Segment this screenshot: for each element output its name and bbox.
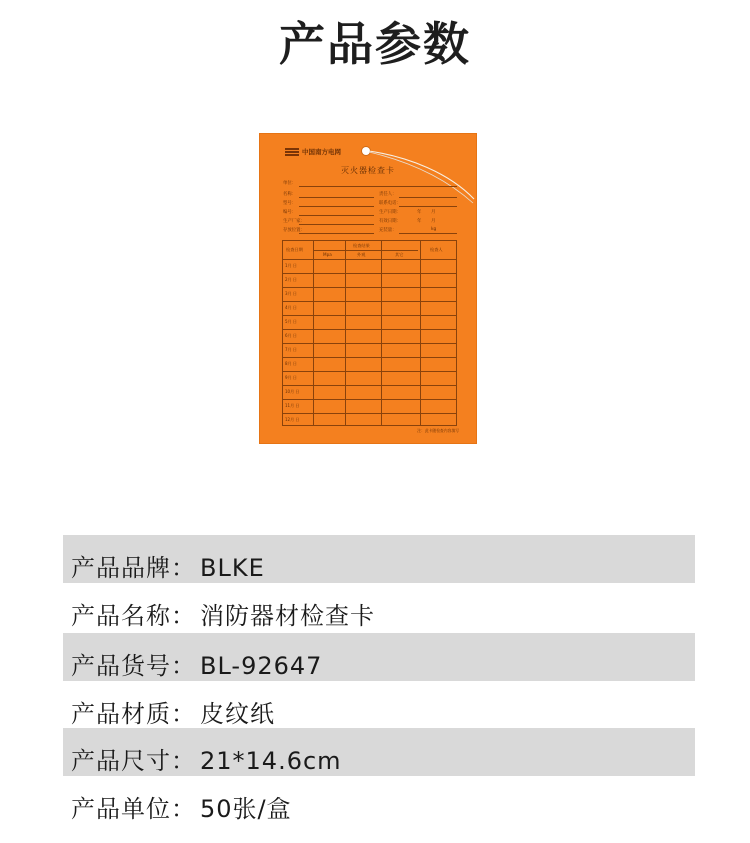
card-rule [299,233,374,234]
card-footnote: 注：此卡随检查内容填写 [417,428,459,433]
card-rule [299,186,457,187]
card-rule [399,206,457,207]
grid-row-month: 3月 日 [285,291,297,296]
card-company-name: 中国南方电网 [302,148,341,156]
grid-logo-icon [285,148,299,156]
grid-row-month: 7月 日 [285,347,297,352]
card-rule [299,215,374,216]
spec-row-sku [63,633,695,681]
card-field-produced: 生产日期： [379,210,401,215]
card-hole [362,147,370,155]
company-logo [285,148,363,156]
card-field-year-2: 年 [417,219,422,224]
grid-row-month: 11月 日 [285,403,300,408]
grid-row-month: 6月 日 [285,333,297,338]
spec-label: 产品尺寸： [71,747,196,775]
card-field-name: 名称： [283,192,297,197]
spec-row-material [63,681,695,729]
card-field-unit: 单位： [283,181,297,186]
card-field-fill: 充装量： [379,228,397,233]
spec-label: 产品单位： [71,795,196,823]
card-field-location: 存放位置： [283,228,305,233]
grid-row-month: 12月 日 [285,417,300,422]
card-field-phone: 联系电话： [379,201,401,206]
card-title: 灭火器检查卡 [341,166,395,175]
grid-header-mpa: Mpa [323,252,332,257]
spec-value: BL-92647 [200,652,323,680]
card-field-valid: 有效日期： [379,219,401,224]
spec-label: 产品材质： [71,700,196,728]
spec-label: 产品货号： [71,652,196,680]
card-field-maker: 生产厂家： [283,219,305,224]
spec-row-name [63,583,695,631]
card-field-month: 月 [431,210,436,215]
spec-value: 21*14.6cm [200,747,342,775]
grid-header-date: 检查日期 [286,247,303,252]
spec-row-brand [63,535,695,583]
grid-row-month: 4月 日 [285,305,297,310]
page-title: 产品参数 [279,17,471,71]
spec-value: 消防器材检查卡 [200,602,375,630]
card-rule [299,197,374,198]
grid-header-other: 其它 [395,252,404,257]
grid-row-month: 5月 日 [285,319,297,324]
product-image-inspection-card [259,133,477,444]
spec-value: 皮纹纸 [200,700,275,728]
grid-row-month: 9月 日 [285,375,297,380]
grid-header-appearance: 外观 [357,252,366,257]
spec-value: 50张/盒 [200,795,292,823]
grid-header-inspector: 检查人 [430,247,443,252]
grid-header-result: 检查结果 [353,243,370,248]
grid-row-month: 1月 日 [285,263,297,268]
spec-row-size [63,728,695,776]
card-field-owner: 责任人： [379,192,397,197]
card-rule [299,206,374,207]
grid-row-month: 2月 日 [285,277,297,282]
spec-row-unit [63,776,695,824]
inspection-grid [282,240,457,426]
card-field-year: 年 [417,210,422,215]
card-field-serial: 编号： [283,210,297,215]
spec-label: 产品品牌： [71,554,196,582]
card-rule [299,224,374,225]
card-rule [399,197,457,198]
card-field-month-2: 月 [431,219,436,224]
card-field-kg: kg [431,227,437,232]
spec-label: 产品名称： [71,602,196,630]
card-field-model: 型号： [283,201,297,206]
grid-row-month: 8月 日 [285,361,297,366]
spec-value: BLKE [200,554,265,582]
grid-row-month: 10月 日 [285,389,300,394]
card-rule [399,233,457,234]
